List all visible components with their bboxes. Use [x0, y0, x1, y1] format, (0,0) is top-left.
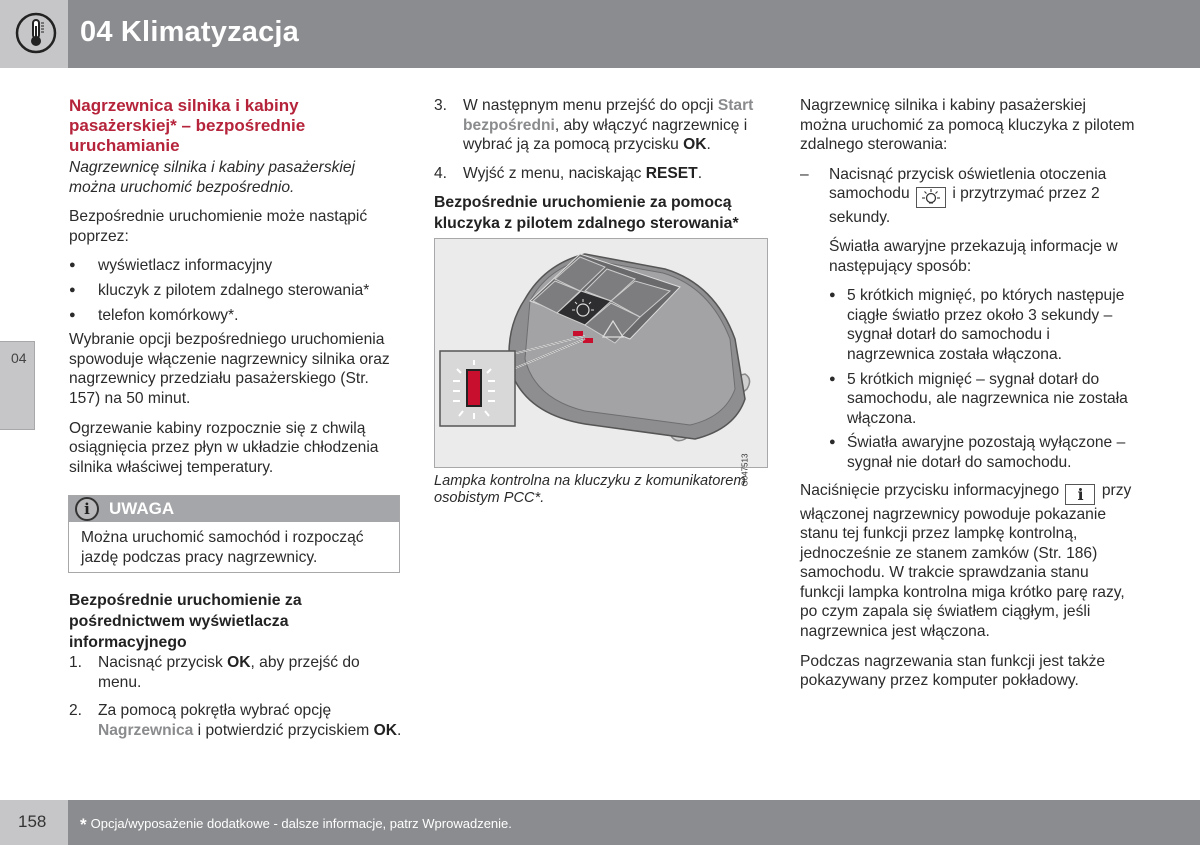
figure-caption: Lampka kontrolna na kluczyku z komunikatorem osobistym PCC*.	[434, 473, 746, 507]
list-item: ● telefon komórkowy*.	[69, 306, 404, 326]
column-2	[434, 96, 769, 507]
paragraph: Światła awaryjne przekazują informacje w następujący sposób:	[829, 237, 1118, 275]
key-fob-illustration	[435, 239, 769, 469]
steps-list	[69, 653, 404, 740]
chapter-side-tab	[0, 341, 35, 430]
steps-list	[434, 96, 769, 183]
column-1-lower	[69, 590, 404, 749]
page-number-block	[0, 800, 68, 845]
note-box	[68, 495, 400, 573]
section-title: Nagrzewnica silnika i kabiny pasażerskiej* – bezpośrednie uruchamianie	[69, 96, 306, 155]
paragraph: Ogrzewanie kabiny rozpocznie się z chwilą osiągnięcia przez płyn w układzie chłodzenia silnika właściwej temperatury.	[69, 419, 379, 476]
step-item: 1. Nacisnąć przycisk OK, aby przejść do menu.	[69, 654, 360, 691]
note-header	[69, 496, 399, 522]
info-icon: i	[75, 497, 99, 521]
thermometer-icon	[15, 12, 57, 54]
figure-code: G047513	[740, 453, 750, 487]
list-item: ● wyświetlacz informacyjny	[69, 256, 404, 276]
subsection-title: Bezpośrednie uruchomienie za pośrednictwem wyświetlacza informacyjnego	[69, 592, 302, 651]
chapter-side-tab-label: 04	[11, 350, 27, 366]
list-item: ● 5 krótkich mignięć, po których następuje ciągłe światło przez około 3 sekundy – sygnał dotarł do samochodu i nagrzewnica została włączona.	[829, 286, 1135, 364]
subsection-title: Bezpośrednie uruchomienie za pomocą kluczyka z pilotem zdalnego sterowania*	[434, 194, 739, 233]
list-item: ● Światła awaryjne pozostają wyłączone – sygnał nie dotarł do samochodu.	[829, 433, 1135, 472]
step-item: 4. Wyjść z menu, naciskając RESET.	[434, 164, 703, 182]
signal-list	[829, 286, 1135, 472]
key-fob-figure	[434, 238, 768, 487]
menu-option: Nagrzewnica	[98, 721, 194, 739]
list-item: ● kluczyk z pilotem zdalnego sterowania*	[69, 281, 404, 301]
paragraph: Bezpośrednie uruchomienie może nastąpić poprzez:	[69, 208, 368, 245]
paragraph: Wybranie opcji bezpośredniego uruchomienia spowoduje włączenie nagrzewnicy silnika oraz nagrzewnicy przedziału pasażerskiego (Str. 157) na 50 minut.	[69, 331, 390, 407]
footnote: * Opcja/wyposażenie dodatkowe - dalsze informacje, patrz Wprowadzenie.	[80, 815, 512, 834]
step-item: 3. W następnym menu przejść do opcji Start bezpośredni, aby włączyć nagrzewnicę i wybrać ją za pomocą przycisku OK.	[434, 97, 754, 154]
approach-light-icon	[916, 187, 946, 208]
note-text: Można uruchomić samochód i rozpocząć jazdę podczas pracy nagrzewnicy.	[81, 529, 364, 566]
asterisk: *	[80, 815, 87, 834]
paragraph: Podczas nagrzewania stan funkcji jest także pokazywany przez komputer pokładowy.	[800, 652, 1106, 690]
page-number: 158	[18, 812, 47, 831]
paragraph: Naciśnięcie przycisku informacyjnego i przy włączonej nagrzewnicy powoduje pokazanie stanu tej funkcji przez lampkę kontrolną, jednocześnie ze stanem zamków (Str. 186) samochodu. W trakcie sprawdzania stanu funkcji lampka kontrolna miga krótko parę razy, po czym zapala się światłem ciągłym, jeśli nagrzewnica jest włączona.	[800, 481, 1132, 641]
chapter-title: 04 Klimatyzacja	[80, 16, 300, 48]
column-1	[69, 96, 404, 487]
info-button-icon: i	[1065, 484, 1095, 505]
bullet-list	[69, 256, 404, 325]
column-3	[800, 96, 1135, 701]
menu-option: Start bezpośredni	[463, 97, 754, 134]
note-title: UWAGA	[109, 499, 175, 518]
paragraph: Nagrzewnicę silnika i kabiny pasażerskiej można uruchomić za pomocą kluczyka z pilotem zdalnego sterowania:	[800, 97, 1135, 154]
instruction-item: – Nacisnąć przycisk oświetlenia otoczenia samochodu i przytrzymać przez 2 sekundy. Światła awaryjne przekazują informacje w następujący sposób:	[800, 165, 1135, 276]
list-item: ● 5 krótkich mignięć – sygnał dotarł do samochodu, ale nagrzewnica nie została włączona.	[829, 370, 1135, 429]
header-icon-block	[0, 0, 68, 68]
step-item: 2. Za pomocą pokrętła wybrać opcję Nagrzewnica i potwierdzić przyciskiem OK.	[69, 702, 402, 739]
section-intro: Nagrzewnicę silnika i kabiny pasażerskiej można uruchomić bezpośrednio.	[69, 159, 356, 196]
